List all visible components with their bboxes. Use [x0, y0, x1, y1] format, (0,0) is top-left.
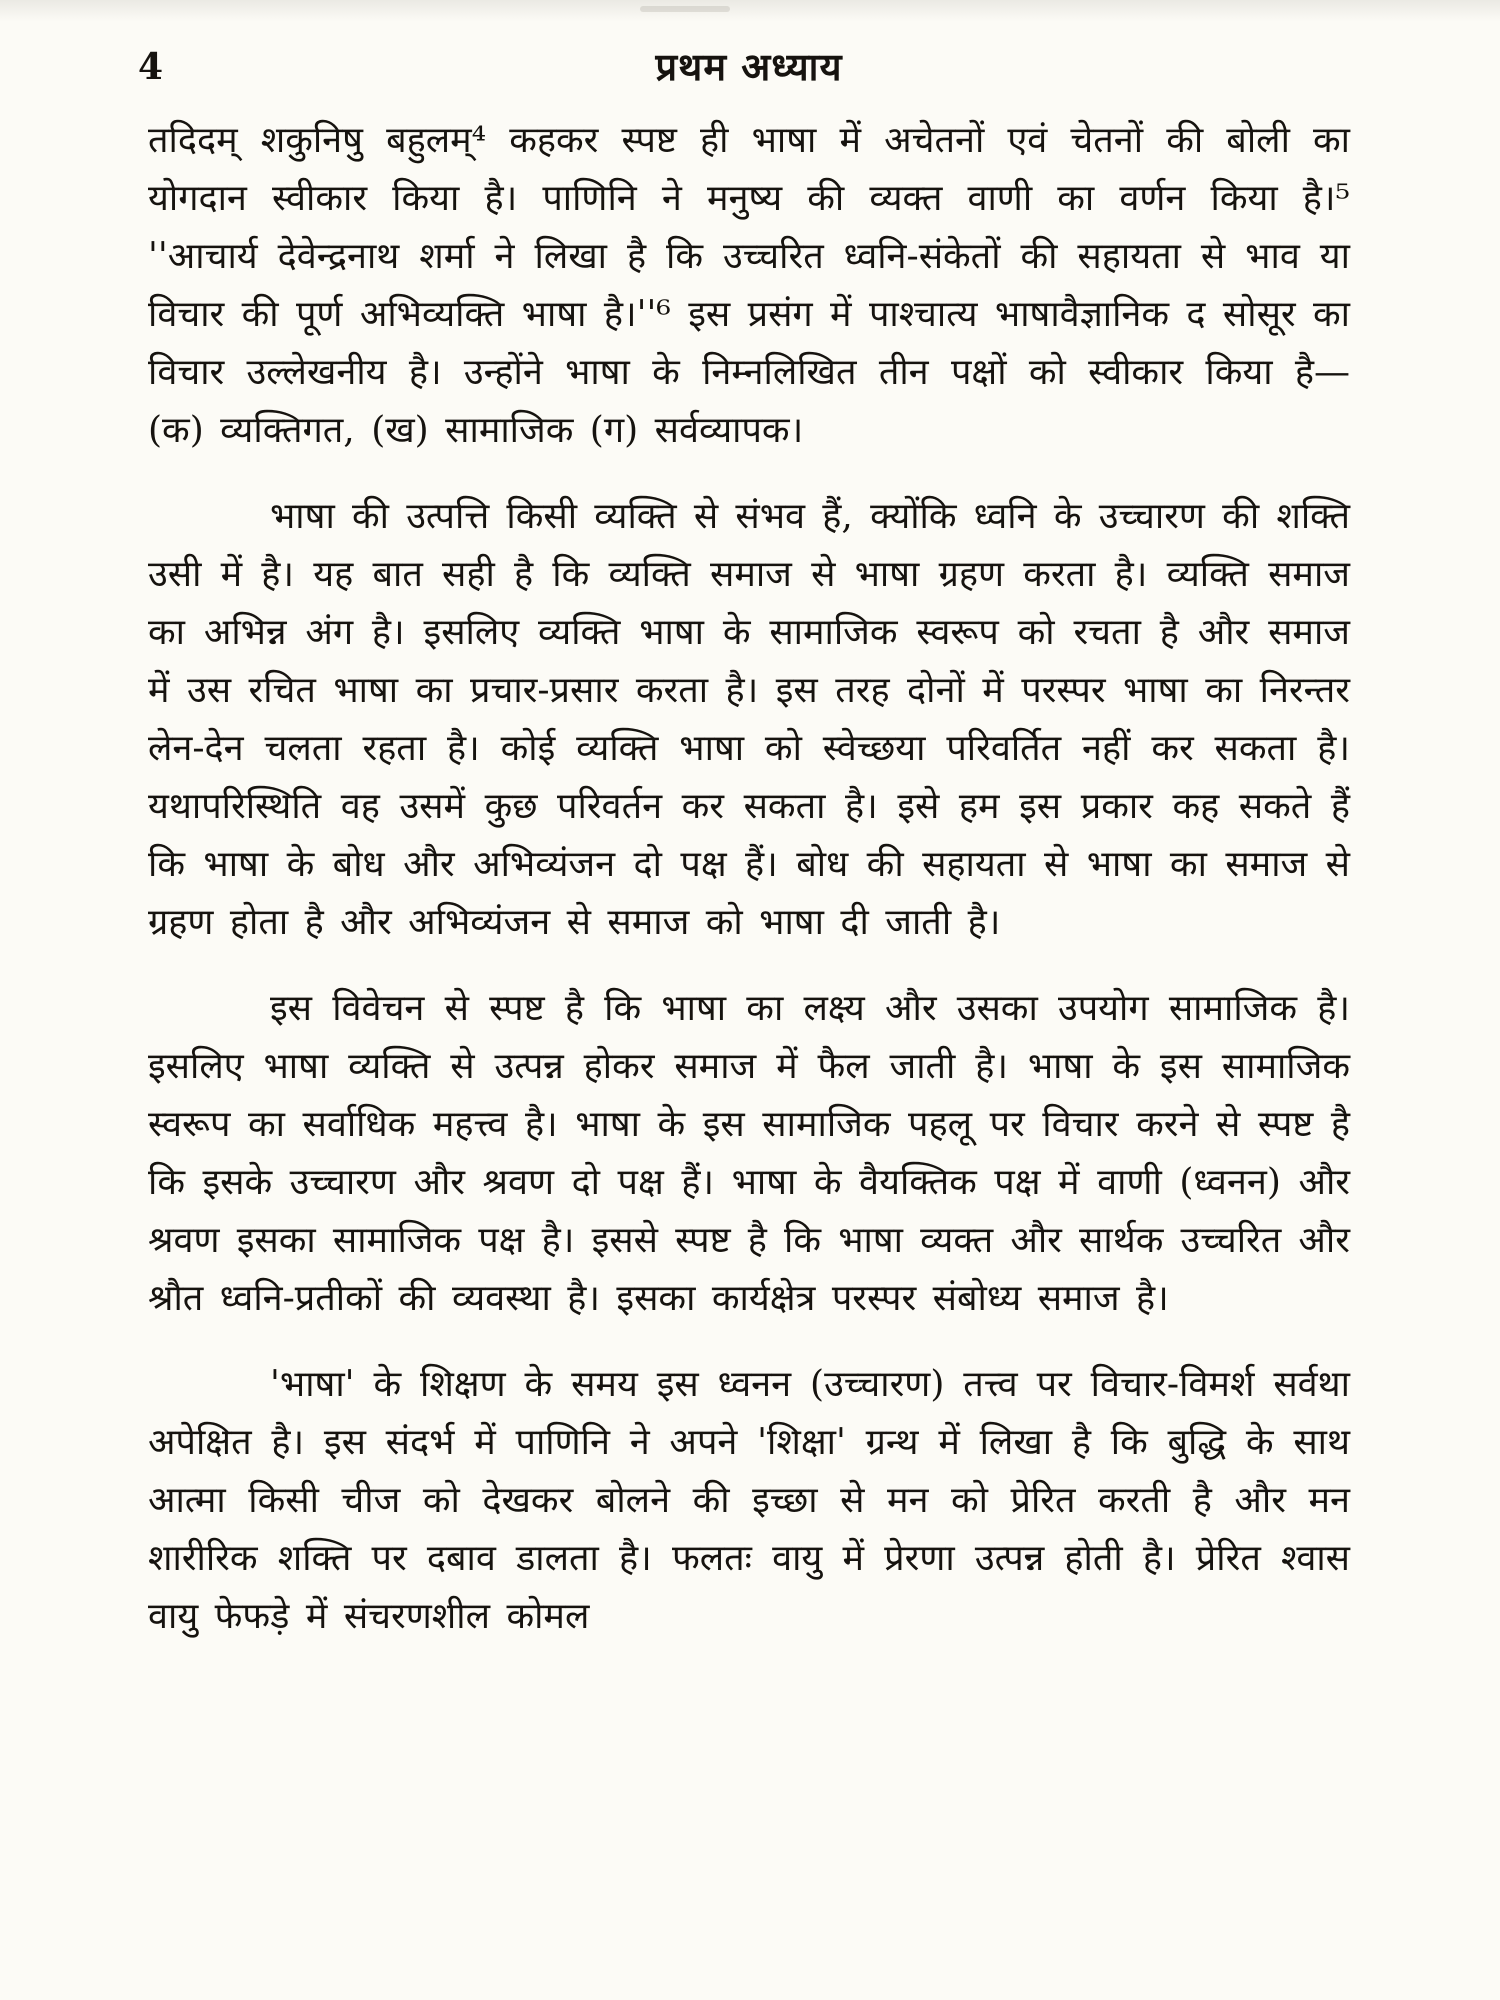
paragraph-1: तदिदम् शकुनिषु बहुलम्⁴ कहकर स्पष्ट ही भाषा में अचेतनों एवं चेतनों की बोली का योगदान स्वीकार किया है। पाणिनि ने मनुष्य की व्यक्त वाणी का वर्णन किया है।⁵ ''आचार्य देवेन्द्रनाथ शर्मा ने लिखा है कि उच्चरित ध्वनि-संकेतों की सहायता से भाव या विचार की पूर्ण अभिव्यक्ति भाषा है।''⁶ इस प्रसंग में पाश्चात्य भाषावैज्ञानिक द सोसूर का विचार उल्लेखनीय है। उन्होंने भाषा के निम्नलिखित तीन पक्षों को स्वीकार किया है— (क) व्यक्तिगत, (ख) सामाजिक (ग) सर्वव्यापक। [148, 120, 1350, 451]
chapter-title: प्रथम अध्याय [655, 44, 843, 89]
page-header [138, 40, 1350, 100]
page-number: 4 [138, 46, 164, 88]
paragraph-3: इस विवेचन से स्पष्ट है कि भाषा का लक्ष्य और उसका उपयोग सामाजिक है। इसलिए भाषा व्यक्ति से उत्पन्न होकर समाज में फैल जाती है। भाषा के इस सामाजिक स्वरूप का सर्वाधिक महत्त्व है। भाषा के इस सामाजिक पहलू पर विचार करने से स्पष्ट है कि इसके उच्चारण और श्रवण दो पक्ष हैं। भाषा के वैयक्तिक पक्ष में वाणी (ध्वनन) और श्रवण इसका सामाजिक पक्ष है। इससे स्पष्ट है कि भाषा व्यक्त और सार्थक उच्चरित और श्रौत ध्वनि-प्रतीकों की व्यवस्था है। इसका कार्यक्षेत्र परस्पर संबोध्य समाज है। [148, 988, 1350, 1319]
paragraph-4: 'भाषा' के शिक्षण के समय इस ध्वनन (उच्चारण) तत्त्व पर विचार-विमर्श सर्वथा अपेक्षित है। इस संदर्भ में पाणिनि ने अपने 'शिक्षा' ग्रन्थ में लिखा है कि बुद्धि के साथ आत्मा किसी चीज को देखकर बोलने की इच्छा से मन को प्रेरित करती है और मन शारीरिक शक्ति पर दबाव डालता है। फलतः वायु में प्रेरणा उत्पन्न होती है। प्रेरित श्वास वायु फेफड़े में संचरणशील कोमल [148, 1364, 1350, 1637]
paragraph-2: भाषा की उत्पत्ति किसी व्यक्ति से संभव हैं, क्योंकि ध्वनि के उच्चारण की शक्ति उसी में है। यह बात सही है कि व्यक्ति समाज से भाषा ग्रहण करता है। व्यक्ति समाज का अभिन्न अंग है। इसलिए व्यक्ति भाषा के सामाजिक स्वरूप को रचता है और समाज में उस रचित भाषा का प्रचार-प्रसार करता है। इस तरह दोनों में परस्पर भाषा का निरन्तर लेन-देन चलता रहता है। कोई व्यक्ति भाषा को स्वेच्छया परिवर्तित नहीं कर सकता है। यथापरिस्थिति वह उसमें कुछ परिवर्तन कर सकता है। इसे हम इस प्रकार कह सकते हैं कि भाषा के बोध और अभिव्यंजन दो पक्ष हैं। बोध की सहायता से भाषा का समाज से ग्रहण होता है और अभिव्यंजन से समाज को भाषा दी जाती है। [148, 496, 1350, 943]
